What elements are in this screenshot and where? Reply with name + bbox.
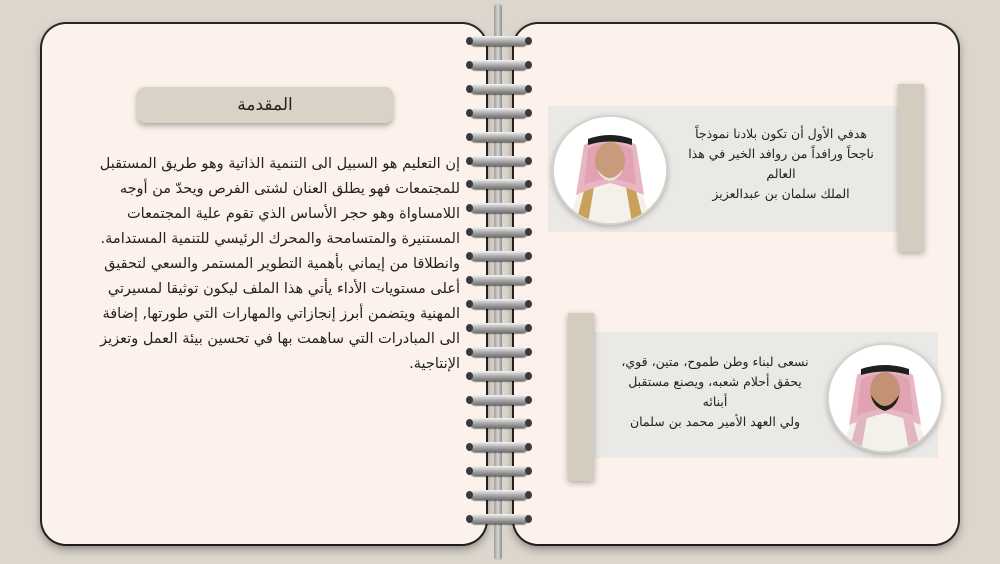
accent-bar [898, 84, 924, 252]
quote-line: نسعى لبناء وطن طموح، متين، قوي، [621, 354, 809, 369]
binding-ring [470, 490, 528, 500]
quote-line: العالم [766, 166, 796, 181]
spiral-binding [470, 36, 530, 536]
quote-line: يحقق أحلام شعبه، ويصنع مستقبل [628, 374, 802, 389]
accent-bar [568, 313, 594, 481]
binding-ring [470, 466, 528, 476]
binding-ring [470, 227, 528, 237]
intro-line: المهنية ويتضمن أبرز إنجازاتي والمهارات التي طورتها, إضافة [102, 306, 460, 322]
intro-line: أعلى مستويات الأداء يأتي هذا الملف ليكون توثيقا لمسيرتي [107, 281, 460, 297]
quote-line: أبنائه [702, 394, 728, 409]
quote-attribution: ولي العهد الأمير محمد بن سلمان [629, 414, 801, 429]
intro-line: إن التعليم هو السبيل الى التنمية الذاتية وهو طريق المستقبل [99, 156, 460, 172]
intro-line: الإنتاجية. [409, 356, 460, 372]
intro-line: المستنيرة والمتسامحة والمحرك الرئيسي للتنمية المستدامة. [100, 231, 460, 247]
binding-ring [470, 60, 528, 70]
intro-paragraph [70, 152, 460, 377]
binding-ring [470, 84, 528, 94]
intro-line: اللامساواة وهو حجر الأساس الذي تقوم علية المجتمعات [127, 206, 460, 222]
binding-ring [470, 108, 528, 118]
binding-ring [470, 371, 528, 381]
quote-line: هدفي الأول أن تكون بلادنا نموذجاً [695, 126, 867, 141]
binding-ring [470, 179, 528, 189]
binding-ring [470, 251, 528, 261]
crown-prince-quote [612, 352, 818, 432]
binding-ring [470, 395, 528, 405]
binding-ring [470, 275, 528, 285]
binding-ring [470, 132, 528, 142]
binding-ring [470, 299, 528, 309]
binding-ring [470, 514, 528, 524]
binding-ring [470, 156, 528, 166]
crown-prince-portrait [827, 343, 943, 453]
intro-line: للمجتمعات فهو يطلق العنان لشتى الفرص ويحدّ من أوجه [119, 181, 460, 197]
quote-attribution: الملك سلمان بن عبدالعزيز [712, 186, 850, 201]
page-title: المقدمة [137, 87, 393, 123]
binding-ring [470, 442, 528, 452]
quote-line: ناجحاً ورافداً من روافد الخير في هذا [688, 146, 874, 161]
king-portrait [552, 115, 668, 225]
binding-ring [470, 36, 528, 46]
binding-ring [470, 323, 528, 333]
binding-ring [470, 418, 528, 428]
binding-ring [470, 203, 528, 213]
intro-line: الى المبادرات التي ساهمت بها في تحسين بيئة العمل وتعزيز [100, 331, 460, 347]
king-quote [676, 124, 886, 204]
intro-line: وانطلاقا من إيماني بأهمية التطوير المستمر والسعي لتحقيق [104, 256, 460, 272]
binding-ring [470, 347, 528, 357]
